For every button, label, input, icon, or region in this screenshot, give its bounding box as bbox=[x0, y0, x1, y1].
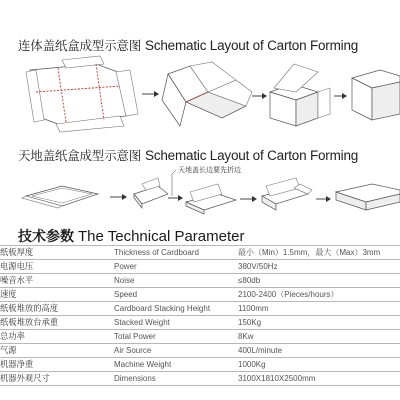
table-row bbox=[0, 344, 400, 358]
table-row bbox=[0, 260, 400, 274]
param-name-cn: 电源电压 bbox=[0, 260, 112, 274]
param-name-en: Air Source bbox=[112, 344, 236, 358]
param-value: 1000Kg bbox=[236, 358, 400, 372]
param-name-cn: 速度 bbox=[0, 288, 112, 302]
param-name-en: Cardboard Stacking Height bbox=[112, 302, 236, 316]
process-arrow bbox=[240, 196, 257, 202]
lid-blank-stage bbox=[22, 186, 98, 208]
param-name-en: Total Power bbox=[112, 330, 236, 344]
lid-end-fold bbox=[262, 178, 312, 210]
param-name-cn: 总功率 bbox=[0, 330, 112, 344]
param-value: 8Kw bbox=[236, 330, 400, 344]
param-name-en: Dimensions bbox=[112, 372, 236, 386]
table-row bbox=[0, 330, 400, 344]
param-value: 3100X1810X2500mm bbox=[236, 372, 400, 386]
table-row bbox=[0, 246, 400, 260]
table-row bbox=[0, 288, 400, 302]
finished-lid bbox=[336, 184, 400, 210]
parameters-table bbox=[0, 245, 400, 386]
process-arrow bbox=[316, 196, 331, 202]
parameters-heading bbox=[18, 226, 244, 246]
param-name-en: Noise bbox=[112, 274, 236, 288]
callout-text: 天地盖长边要先折边 bbox=[178, 166, 241, 174]
param-value: 1100mm bbox=[236, 302, 400, 316]
process-arrow bbox=[142, 91, 159, 97]
connected-lid-forming-diagram bbox=[0, 52, 400, 138]
lid-folding-stage bbox=[134, 178, 168, 208]
process-arrow bbox=[110, 194, 127, 200]
table-row bbox=[0, 274, 400, 288]
param-name-en: Thickness of Cardboard bbox=[112, 246, 236, 260]
param-value: 380V/50Hz bbox=[236, 260, 400, 274]
table-row bbox=[0, 372, 400, 386]
param-value: ≤80db bbox=[236, 274, 400, 288]
param-value: 最小（Min）1.5mm，最大（Max）3mm bbox=[236, 246, 400, 260]
param-name-cn: 机器净重 bbox=[0, 358, 112, 372]
carton-box-open-lid bbox=[270, 64, 330, 126]
carton-blank-stage bbox=[26, 56, 138, 132]
process-arrow bbox=[168, 195, 183, 201]
param-name-en: Speed bbox=[112, 288, 236, 302]
section2-diagram bbox=[0, 162, 400, 220]
section1-diagram bbox=[0, 52, 400, 138]
param-name-cn: 纸板厚度 bbox=[0, 246, 112, 260]
table-row bbox=[0, 358, 400, 372]
param-name-cn: 气源 bbox=[0, 344, 112, 358]
param-name-en: Machine Weight bbox=[112, 358, 236, 372]
section1-title-en: Schematic Layout of Carton Forming bbox=[145, 38, 359, 53]
param-name-cn: 纸板堆放的高度 bbox=[0, 302, 112, 316]
parameters-title-en: The Technical Parameter bbox=[78, 228, 245, 245]
param-name-en: Stacked Weight bbox=[112, 316, 236, 330]
section2-title-cn: 天地盖纸盒成型示意图 bbox=[18, 148, 142, 163]
param-name-cn: 纸板堆放台承重 bbox=[0, 316, 112, 330]
section2-title-en: Schematic Layout of Carton Forming bbox=[145, 148, 359, 163]
carton-box-closed bbox=[352, 70, 400, 120]
param-value: 400L/minute bbox=[236, 344, 400, 358]
param-name-en: Power bbox=[112, 260, 236, 274]
callout-leader bbox=[172, 170, 176, 196]
table-row bbox=[0, 302, 400, 316]
param-value: 150Kg bbox=[236, 316, 400, 330]
param-name-cn: 噪音水平 bbox=[0, 274, 112, 288]
process-arrow bbox=[334, 93, 347, 99]
lid-long-side-fold bbox=[186, 184, 236, 214]
parameters-title-cn: 技术参数 bbox=[18, 229, 74, 245]
lid-base-forming-diagram bbox=[0, 162, 400, 220]
section1-title-cn: 连体盖纸盒成型示意图 bbox=[18, 38, 142, 53]
process-arrow bbox=[252, 93, 267, 99]
param-value: 2100-2400（Pieces/hours） bbox=[236, 288, 400, 302]
table-row bbox=[0, 316, 400, 330]
param-name-cn: 机器外观尺寸 bbox=[0, 372, 112, 386]
carton-folding-stage bbox=[162, 62, 252, 126]
